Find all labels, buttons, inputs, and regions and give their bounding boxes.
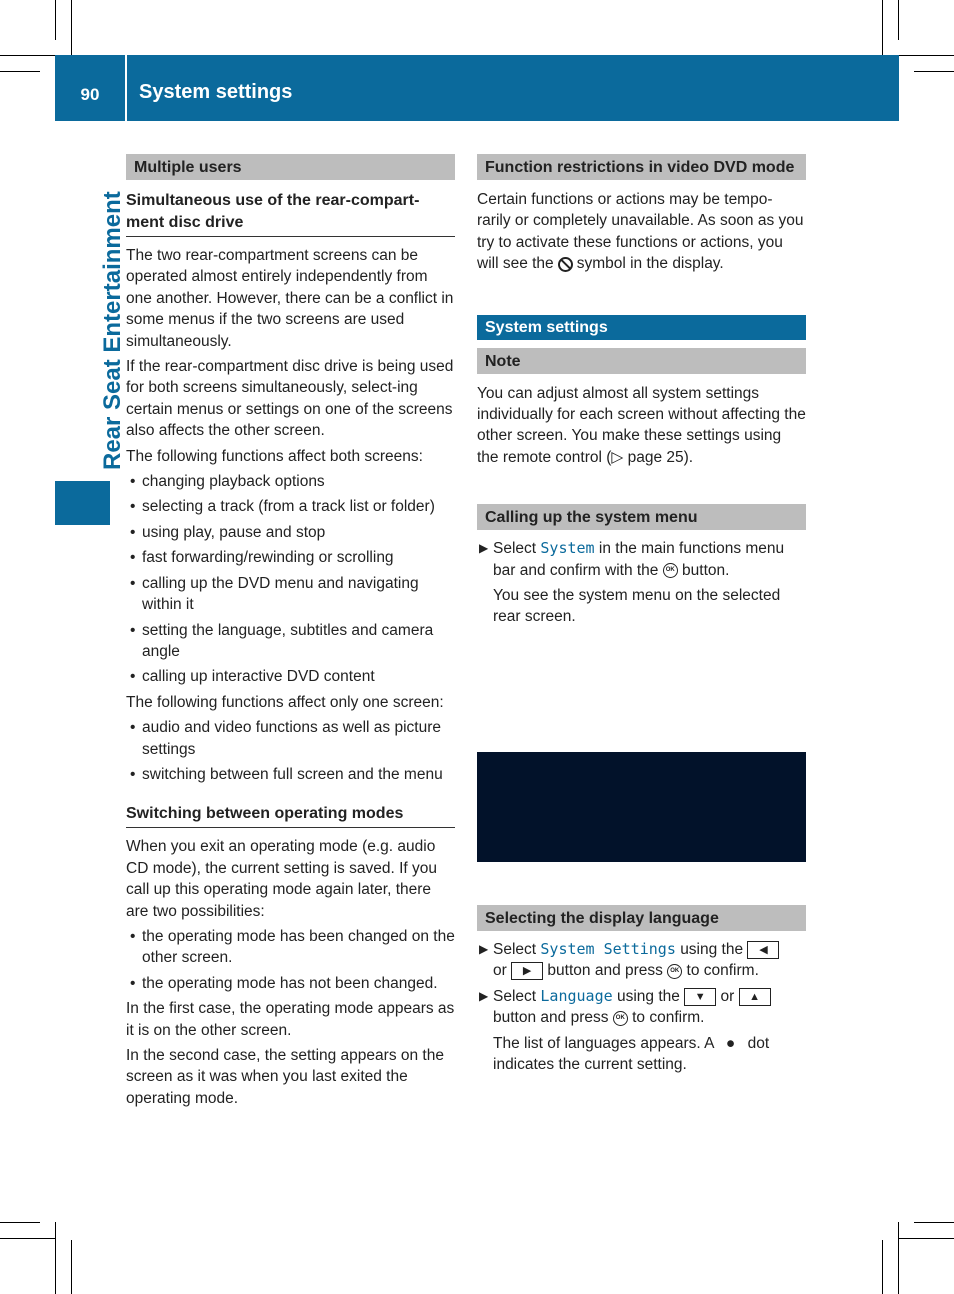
section-heading: Multiple users	[126, 154, 455, 180]
result-text: You see the system menu on the selected rear screen.	[493, 587, 781, 626]
ok-button-icon: OK	[663, 563, 678, 578]
screen-image	[477, 752, 806, 862]
paragraph: The following functions affect only one screen:	[126, 693, 444, 711]
bullet-list	[126, 926, 455, 994]
right-arrow-key: ▶	[511, 962, 543, 980]
crop-mark	[914, 1222, 954, 1223]
section-heading: Function restrictions in video DVD mode	[477, 154, 806, 180]
section-heading-blue: System settings	[477, 315, 806, 340]
page-number: 90	[80, 85, 100, 104]
note-heading: Note	[477, 348, 806, 374]
crop-mark	[0, 1238, 55, 1239]
crop-mark	[898, 1222, 899, 1294]
prohibited-icon	[558, 257, 573, 272]
subheading: Simultaneous use of the rear-compart-ment disc drive	[126, 190, 455, 237]
step-result	[477, 1033, 806, 1076]
restriction-text: Certain functions or actions may be tempo-rarily or completely unavailable. As soon as you try to activate these functions or actions, you will see the	[477, 191, 804, 273]
list-item: • changing playback options	[126, 471, 455, 492]
bullet-dot-icon: ●	[725, 1034, 736, 1052]
crop-mark	[0, 55, 55, 56]
down-arrow-key: ▼	[684, 988, 716, 1006]
section-heading: Selecting the display language	[477, 905, 806, 931]
crop-mark	[55, 1222, 56, 1294]
step-text: button and press	[547, 962, 663, 980]
instruction-step	[477, 939, 806, 982]
instruction-step	[477, 986, 806, 1029]
result-text: The list of languages appears. A	[493, 1034, 714, 1052]
crop-mark	[0, 71, 40, 72]
bullet-list	[126, 717, 455, 785]
ok-button-icon: OK	[613, 1011, 628, 1026]
step-text: or	[493, 962, 507, 980]
up-arrow-key: ▲	[739, 988, 771, 1006]
list-item: • calling up interactive DVD content	[126, 666, 455, 687]
step-text: Select	[493, 940, 537, 958]
step-arrow-icon: ▶	[479, 941, 489, 956]
step-text: using the	[680, 940, 744, 958]
paragraph: If the rear-compartment disc drive is being used for both screens simultaneously, select-ing certain menus or settings on one of the screens also affects the other screen.	[126, 358, 454, 440]
paragraph: In the second case, the setting appears on the screen as it was when you last exited the operating mode.	[126, 1047, 444, 1107]
step-text: button and press	[493, 1009, 609, 1027]
list-item: • calling up the DVD menu and navigating within it	[126, 573, 455, 616]
list-item: • using play, pause and stop	[126, 522, 455, 543]
paragraph: The following functions affect both screens:	[126, 447, 423, 465]
chapter-title: Rear Seat Entertainment	[99, 191, 126, 470]
step-text: to confirm.	[686, 962, 759, 980]
crop-mark	[914, 71, 954, 72]
list-item: • the operating mode has been changed on the other screen.	[126, 926, 455, 969]
bullet-list	[126, 471, 455, 688]
step-arrow-icon: ▶	[479, 988, 489, 1003]
crop-mark	[899, 1238, 954, 1239]
chapter-tab	[55, 481, 110, 525]
instruction-step	[477, 538, 806, 581]
crop-mark	[71, 0, 72, 55]
menu-item-language: Language	[540, 986, 613, 1005]
step-text: in the main functions menu bar and confirm with the	[493, 540, 785, 579]
list-item: • setting the language, subtitles and camera angle	[126, 620, 455, 663]
menu-item-system-settings: System Settings	[540, 939, 676, 958]
list-item: • audio and video functions as well as picture settings	[126, 717, 455, 760]
crop-mark	[898, 0, 899, 40]
section-heading: Calling up the system menu	[477, 504, 806, 530]
subheading: Switching between operating modes	[126, 803, 455, 828]
header-divider	[125, 55, 127, 121]
paragraph	[477, 189, 806, 275]
paragraph: When you exit an operating mode (e.g. audio CD mode), the current setting is saved. If you call up this operating mode again later, there are two possibilities:	[126, 838, 437, 920]
step-arrow-icon: ▶	[479, 541, 489, 556]
menu-item-system: System	[540, 539, 595, 558]
step-text: Select	[493, 540, 537, 558]
list-item: • switching between full screen and the menu	[126, 764, 455, 785]
left-column	[126, 154, 455, 1113]
list-item: • the operating mode has not been changed.	[126, 973, 455, 994]
page-title: System settings	[139, 81, 293, 103]
crop-mark	[882, 1240, 883, 1294]
crop-mark	[71, 1240, 72, 1294]
crop-mark	[0, 1222, 40, 1223]
right-column	[477, 154, 806, 1079]
crop-mark	[899, 55, 954, 56]
list-item: • fast forwarding/rewinding or scrolling	[126, 547, 455, 568]
page-header	[55, 55, 899, 121]
left-arrow-key: ◀	[747, 941, 779, 959]
step-text: to confirm.	[632, 1009, 705, 1027]
crop-mark	[55, 0, 56, 40]
crop-mark	[882, 0, 883, 55]
ok-button-icon: OK	[667, 964, 682, 979]
step-result	[477, 585, 806, 628]
step-text: or	[720, 987, 735, 1005]
result-text: dot indicates the current setting.	[493, 1034, 770, 1073]
step-text: using the	[616, 987, 680, 1005]
list-item: • selecting a track (from a track list or folder)	[126, 496, 455, 517]
step-text: button.	[682, 561, 730, 579]
note-text: You can adjust almost all system settings individually for each screen without affecting the other screen. You make these settings using the remote control (▷ page 25).	[477, 384, 806, 466]
paragraph: In the first case, the operating mode appears as it is on the other screen.	[126, 1000, 455, 1039]
step-text: Select	[493, 987, 537, 1005]
paragraph: The two rear-compartment screens can be operated almost entirely independently from one another. However, there can be a conflict in some menus if the two screens are used simultaneously.	[126, 247, 454, 350]
restriction-text-end: symbol in the display.	[576, 255, 724, 273]
